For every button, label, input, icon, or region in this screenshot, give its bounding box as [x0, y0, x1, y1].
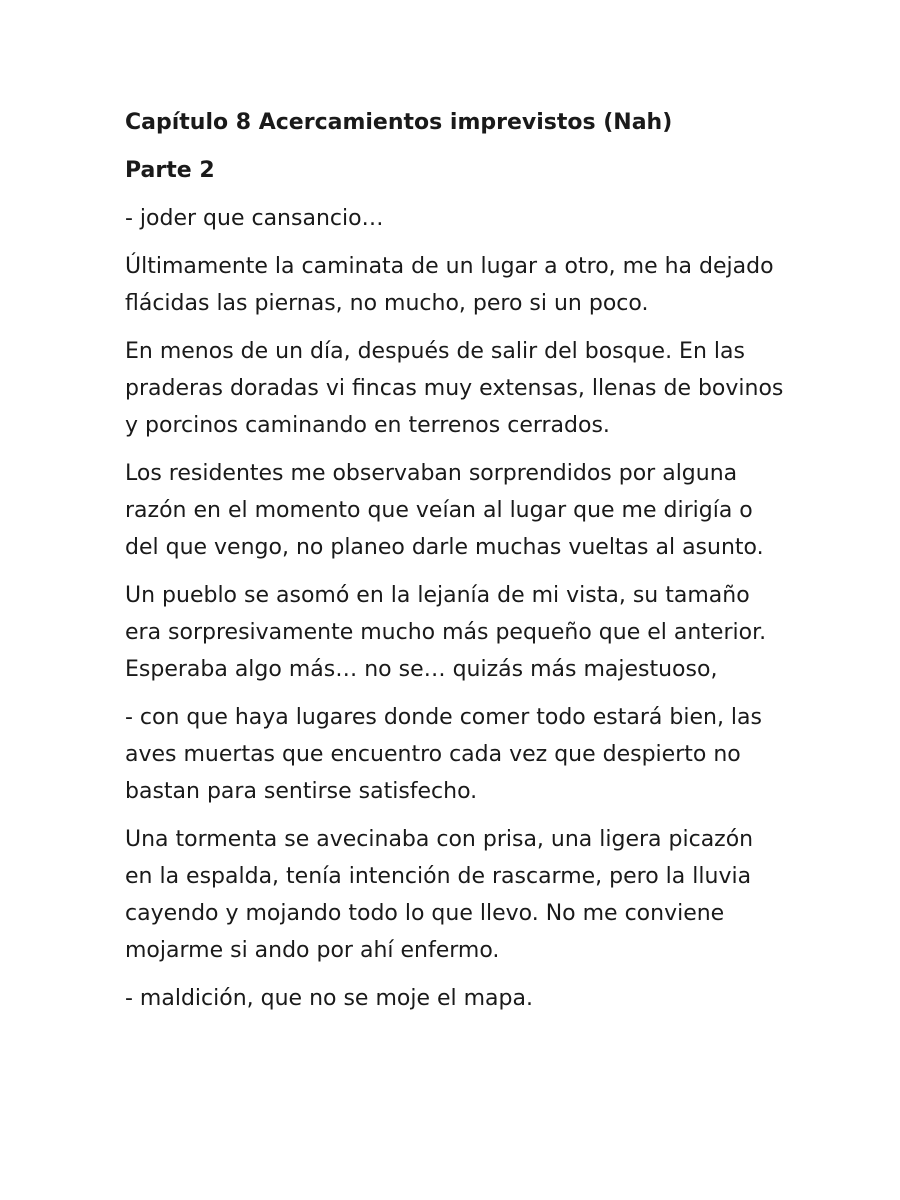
document-body [125, 104, 785, 1028]
paragraph-8: - maldición, que no se moje el mapa. [125, 986, 533, 1011]
paragraph-5: Un pueblo se asomó en la lejanía de mi vista, su tamaño era sorpresivamente mucho más pequeño que el anterior. Esperaba algo más… no se… quizás más majestuoso, [125, 583, 767, 682]
chapter-title: Capítulo 8 Acercamientos imprevistos (Nah) [125, 110, 673, 135]
paragraph-3: En menos de un día, después de salir del bosque. En las praderas doradas vi fincas muy extensas, llenas de bovinos y porcinos caminando en terrenos cerrados. [125, 339, 784, 438]
paragraph-2: Últimamente la caminata de un lugar a otro, me ha dejado flácidas las piernas, no mucho, pero si un poco. [125, 254, 774, 316]
paragraph-6: - con que haya lugares donde comer todo estará bien, las aves muertas que encuentro cada vez que despierto no bastan para sentirse satisfecho. [125, 705, 762, 804]
paragraph-4: Los residentes me observaban sorprendidos por alguna razón en el momento que veían al lugar que me dirigía o del que vengo, no planeo darle muchas vueltas al asunto. [125, 461, 764, 560]
paragraph-7: Una tormenta se avecinaba con prisa, una ligera picazón en la espalda, tenía intención de rascarme, pero la lluvia cayendo y mojando todo lo que llevo. No me conviene mojarme si ando por ahí enfermo. [125, 827, 754, 963]
chapter-part: Parte 2 [125, 158, 215, 183]
paragraph-1: - joder que cansancio… [125, 206, 384, 231]
